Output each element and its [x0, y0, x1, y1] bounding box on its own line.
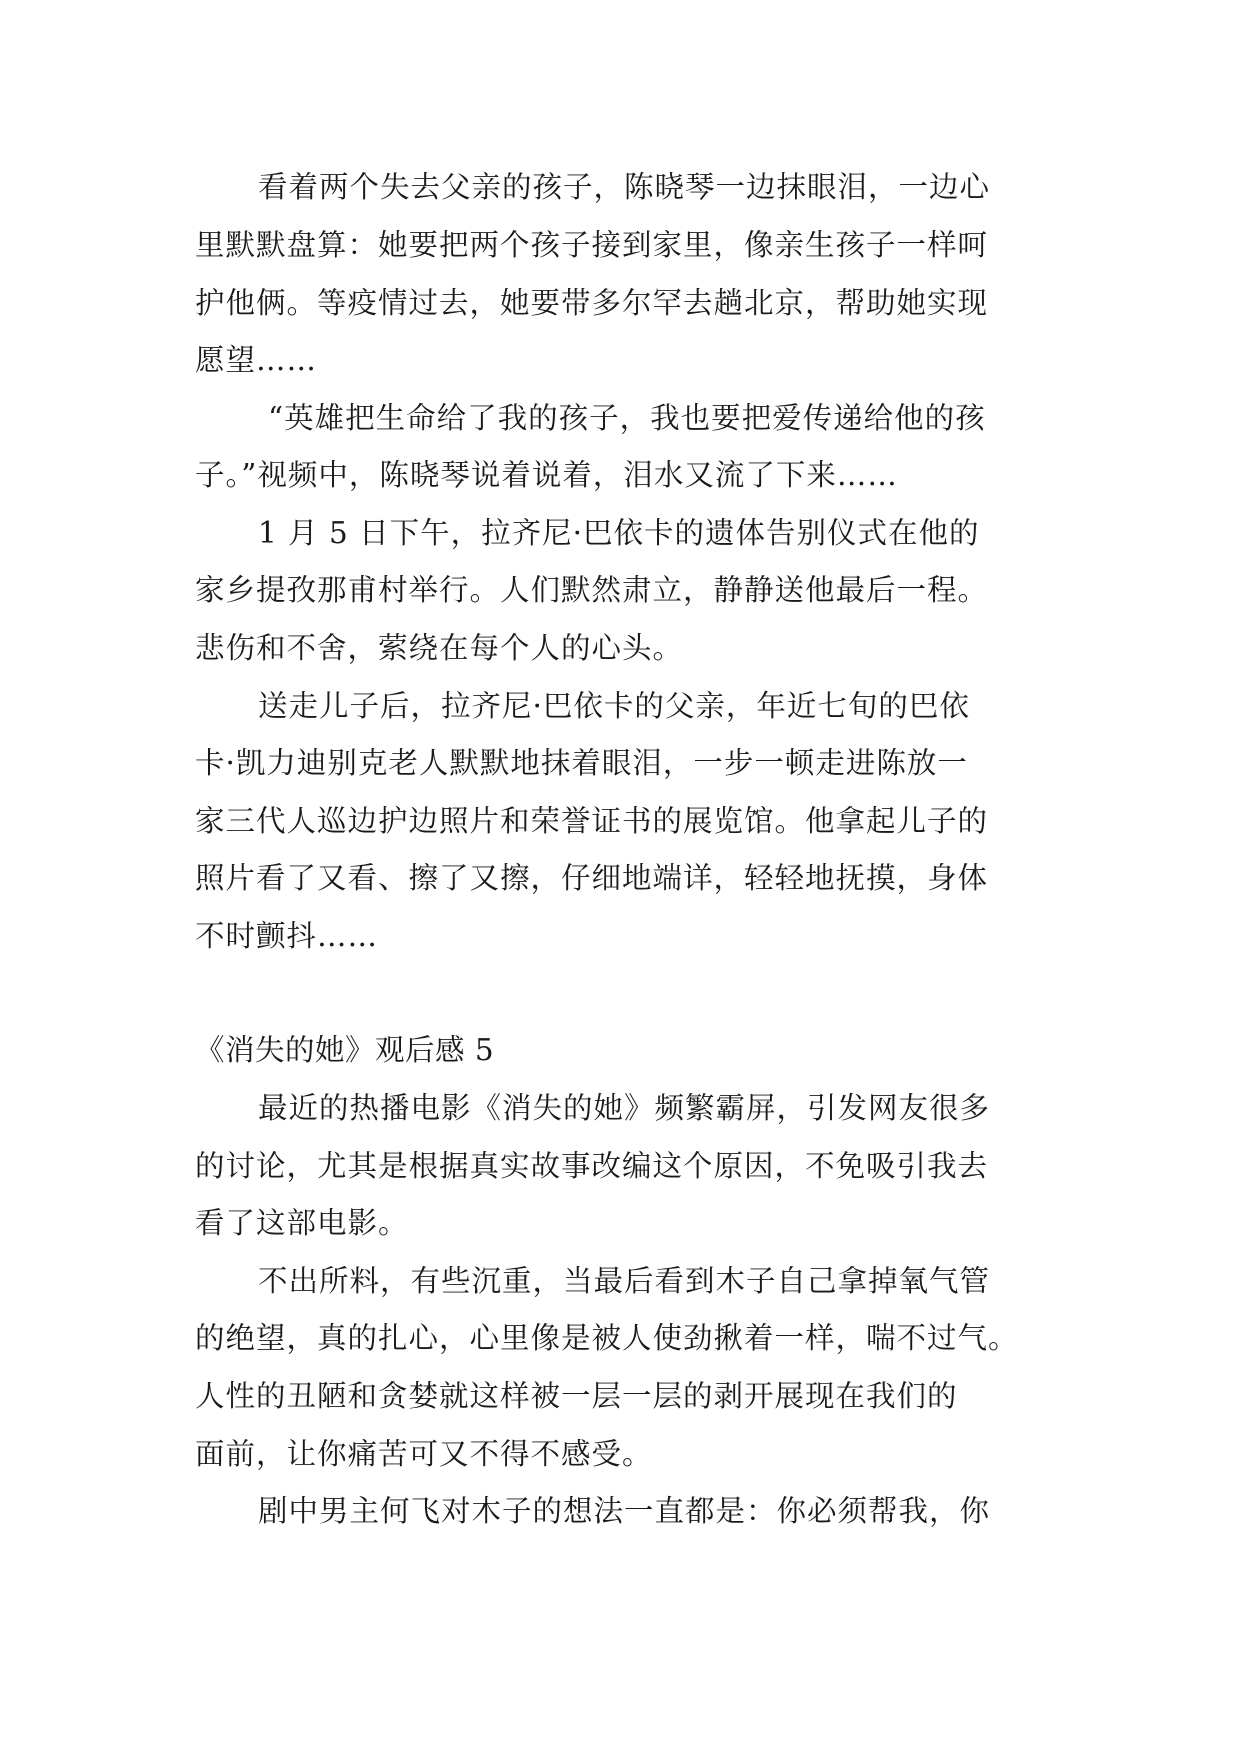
paragraph-line: 子。”视频中，陈晓琴说着说着，泪水又流了下来……	[195, 458, 898, 492]
paragraph-line: 照片看了又看、擦了又擦，仔细地端详，轻轻地抚摸，身体	[195, 861, 989, 895]
paragraph-line: 1 月 5 日下午，拉齐尼·巴依卡的遗体告别仪式在他的	[258, 516, 980, 550]
paragraph-line: 悲伤和不舍，萦绕在每个人的心头。	[195, 631, 684, 665]
paragraph-line: 送走儿子后，拉齐尼·巴依卡的父亲，年近七旬的巴依	[258, 689, 970, 723]
paragraph-line: 面前，让你痛苦可又不得不感受。	[195, 1437, 653, 1471]
paragraph-line: 看了这部电影。	[195, 1206, 409, 1240]
section-heading: 《消失的她》观后感 5	[195, 1033, 495, 1067]
paragraph-line: 家乡提孜那甫村举行。人们默然肃立，静静送他最后一程。	[195, 573, 989, 607]
paragraph-line: 不出所料，有些沉重，当最后看到木子自己拿掉氧气管	[258, 1264, 991, 1298]
paragraph-line: 剧中男主何飞对木子的想法一直都是：你必须帮我，你	[258, 1494, 991, 1528]
paragraph-line: 不时颤抖……	[195, 919, 379, 953]
paragraph-line: 的绝望，真的扎心，心里像是被人使劲揪着一样，喘不过气。	[195, 1321, 1019, 1355]
paragraph-line: 里默默盘算：她要把两个孩子接到家里，像亲生孩子一样呵	[195, 228, 989, 262]
paragraph-line: 看着两个失去父亲的孩子，陈晓琴一边抹眼泪，一边心	[258, 170, 991, 204]
paragraph-line: “英雄把生命给了我的孩子，我也要把爱传递给他的孩	[268, 401, 986, 435]
paragraph-line: 的讨论，尤其是根据真实故事改编这个原因，不免吸引我去	[195, 1149, 989, 1183]
paragraph-line: 护他俩。等疫情过去，她要带多尔罕去趟北京，帮助她实现	[195, 286, 989, 320]
paragraph-line: 愿望……	[195, 343, 318, 377]
paragraph-line: 家三代人巡边护边照片和荣誉证书的展览馆。他拿起儿子的	[195, 804, 989, 838]
paragraph-line: 卡·凯力迪别克老人默默地抹着眼泪，一步一顿走进陈放一	[195, 746, 968, 780]
paragraph-line: 人性的丑陋和贪婪就这样被一层一层的剥开展现在我们的	[195, 1379, 958, 1413]
paragraph-line: 最近的热播电影《消失的她》频繁霸屏，引发网友很多	[258, 1091, 991, 1125]
